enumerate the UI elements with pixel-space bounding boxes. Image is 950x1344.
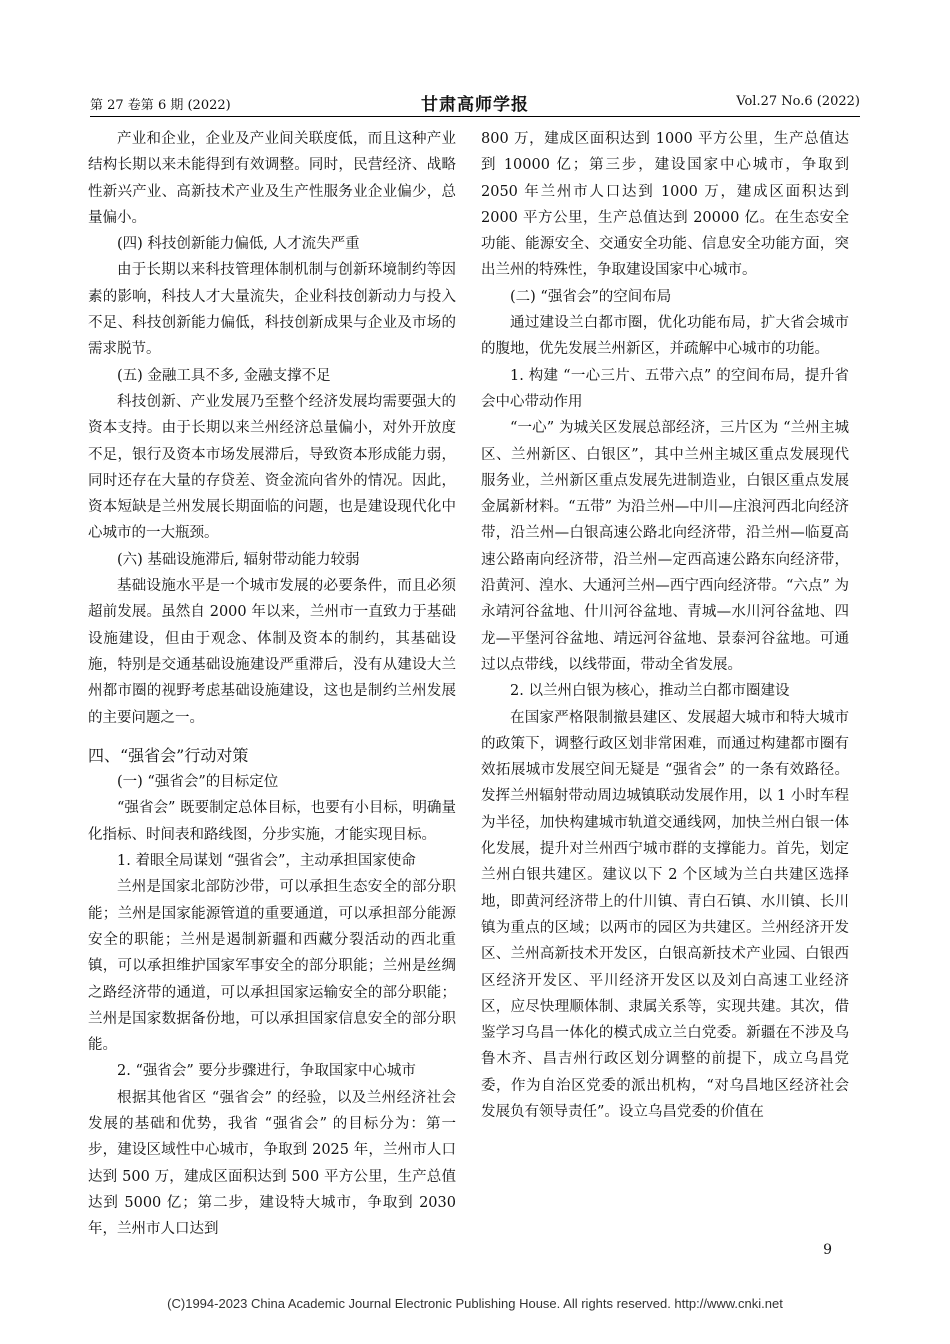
subheading: (六) 基础设施滞后, 辐射带动能力较弱 <box>117 551 360 568</box>
page-number: 9 <box>823 1242 832 1258</box>
paragraph: 由于长期以来科技管理体制机制与创新环境制约等因素的影响，科技人才大量流失，企业科技创新动力与投入不足、科技创新能力偏低，科技创新成果与企业及市场的需求脱节。 <box>88 262 456 358</box>
paragraph: 基础设施水平是一个城市发展的必要条件，而且必须超前发展。虽然自 2000 年以来，兰州市一直致力于基础设施建设，但由于观念、体制及资本的制约，其基础设施，特别是交通基础设施建设严重滞后，没有从建设大兰州都市圈的视野考虑基础设施建设，这也是制约兰州发展的主要问题之一。 <box>88 578 456 726</box>
paragraph: 科技创新、产业发展乃至整个经济发展均需要强大的资本支持。由于长期以来兰州经济总量偏小，对外开放度不足，银行及资本市场发展滞后，导致资本形成能力弱，同时还存在大量的存贷差、资金流向省外的情况。因此，资本短缺是兰州发展长期面临的问题，也是建设现代化中心城市的一大瓶颈。 <box>88 393 456 542</box>
volume-label: Vol.27 No.6 (2022) <box>736 94 860 109</box>
copyright-footer: (C)1994-2023 China Academic Journal Electronic Publishing House. All rights reserved. http://www.cnki.net <box>167 1296 783 1311</box>
subheading: 2. 以兰州白银为核心，推动兰白都市圈建设 <box>510 683 790 700</box>
page-header <box>90 90 860 116</box>
paragraph: 800 万，建成区面积达到 1000 平方公里，生产总值达到 10000 亿；第三步，建设国家中心城市，争取到 2050 年兰州市人口达到 1000 万，建成区面积达到 2000 平方公里，生产总值达到 20000 亿。在生态安全功能、能源安全、交通安全功能、信息安全功能方面，突出兰州的特殊性，争取建设国家中心城市。 <box>481 131 849 279</box>
subheading: (四) 科技创新能力偏低, 人才流失严重 <box>117 236 360 253</box>
section-heading: 四、“强省会”行动对策 <box>88 745 249 765</box>
paragraph: 兰州是国家北部防沙带，可以承担生态安全的部分职能；兰州是国家能源管道的重要通道，可以承担部分能源安全的职能；兰州是遏制新疆和西藏分裂活动的西北重镇，可以承担维护国家军事安全的部分职能；兰州是丝绸之路经济带的通道，可以承担国家运输安全的部分职能；兰州是国家数据备份地，可以承担国家信息安全的部分职能。 <box>88 879 456 1054</box>
header-rule <box>90 116 860 117</box>
paragraph: “强省会” 既要制定总体目标，也要有小目标，明确量化指标、时间表和路线图，分步实施，才能实现目标。 <box>88 800 456 843</box>
subheading: 1. 构建 “一心三片、五带六点” 的空间布局，提升省会中心带动作用 <box>481 367 849 410</box>
right-column <box>481 126 849 1125</box>
subheading: (五) 金融工具不多, 金融支撑不足 <box>117 367 331 384</box>
subheading: (一) “强省会”的目标定位 <box>117 774 279 791</box>
paragraph: 通过建设兰白都市圈，优化功能布局，扩大省会城市的腹地，优先发展兰州新区，并疏解中心城市的功能。 <box>481 315 849 358</box>
subheading: (二) “强省会”的空间布局 <box>510 288 672 305</box>
paragraph: “一心” 为城关区发展总部经济，三片区为 “兰州主城区、兰州新区、白银区”，其中兰州主城区重点发展现代服务业，兰州新区重点发展先进制造业，白银区重点发展金属新材料。“五带” 为沿兰州—中川—庄浪河西北向经济带，沿兰州—白银高速公路北向经济带，沿兰州—临夏高速公路南向经济带，沿兰州—定西高速公路东向经济带，沿黄河、湟水、大通河兰州—西宁西向经济带。“六点” 为永靖河谷盆地、什川河谷盆地、青城—水川河谷盆地、四龙—平堡河谷盆地、靖远河谷盆地、景泰河谷盆地。可通过以点带线，以线带面，带动全省发展。 <box>481 420 849 673</box>
paragraph: 在国家严格限制撤县建区、发展超大城市和特大城市的政策下，调整行政区划非常困难，而通过构建都市圈有效拓展城市发展空间无疑是 “强省会” 的一条有效路径。发挥兰州辐射带动周边城镇联动发展作用，以 1 小时车程为半径，加快构建城市轨道交通线网，加快兰州白银一体化发展，提升对兰州西宁城市群的支撑能力。首先，划定兰州白银共建区。建议以下 2 个区域为兰白共建区选择地，即黄河经济带上的什川镇、青白石镇、水川镇、长川镇为重点的区域；以两市的园区为共建区。兰州经济开发区、兰州高新技术开发区，白银高新技术产业园、白银西区经济开发区、平川经济开发区以及刘白高速工业经济区，应尽快理顺体制、隶属关系等，实现共建。其次，借鉴学习乌昌一体化的模式成立兰白党委。新疆在不涉及乌鲁木齐、昌吉州行政区划分调整的前提下，成立乌昌党委，作为自治区党委的派出机构，“对乌昌地区经济社会发展负有领导责任”。设立乌昌党委的价值在 <box>481 709 849 1120</box>
issue-label: 第 27 卷第 6 期 (2022) <box>90 98 231 113</box>
subheading: 1. 着眼全局谋划 “强省会”，主动承担国家使命 <box>117 853 416 870</box>
journal-title: 甘肃高师学报 <box>421 95 529 115</box>
paragraph: 产业和企业，企业及产业间关联度低，而且这种产业结构长期以来未能得到有效调整。同时，民营经济、战略性新兴产业、高新技术产业及生产性服务业企业偏少，总量偏小。 <box>88 131 456 226</box>
left-column <box>88 126 456 1242</box>
subheading: 2. “强省会” 要分步骤进行，争取国家中心城市 <box>117 1063 416 1080</box>
paragraph: 根据其他省区 “强省会” 的经验，以及兰州经济社会发展的基础和优势，我省 “强省会” 的目标分为：第一步，建设区域性中心城市，争取到 2025 年，兰州市人口达到 500 万，建成区面积达到 500 平方公里，生产总值达到 5000 亿；第二步，建设特大城市，争取到 2030 年，兰州市人口达到 <box>88 1089 456 1238</box>
